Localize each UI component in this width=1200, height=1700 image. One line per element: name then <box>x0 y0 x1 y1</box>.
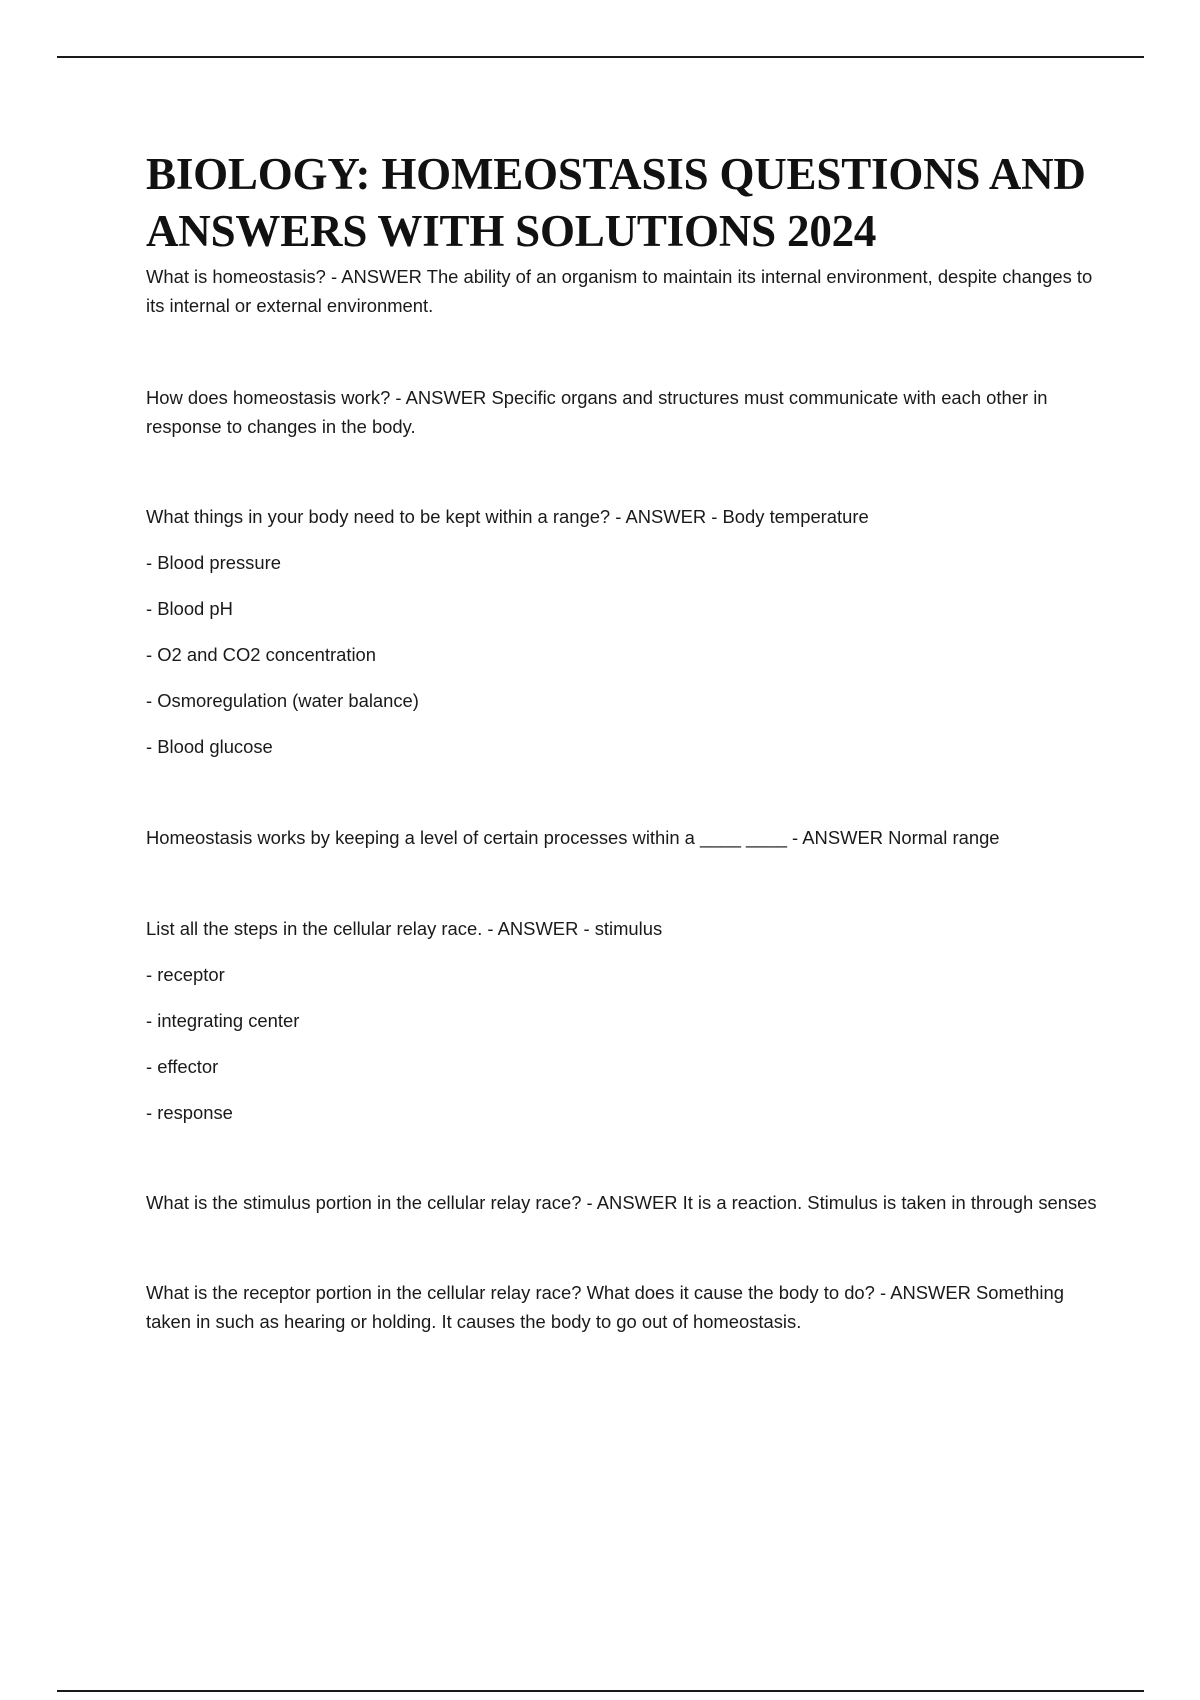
qa-text: Homeostasis works by keeping a level of certain processes within a ____ ____ - ANSWER Normal range <box>146 827 1000 848</box>
qa-item <box>146 823 1106 852</box>
qa-text: What is the stimulus portion in the cellular relay race? - ANSWER It is a reaction. Stimulus is taken in through senses <box>146 1192 1097 1213</box>
footer-rule <box>57 1690 1144 1692</box>
qa-item <box>146 1278 1106 1336</box>
qa-list-item: - O2 and CO2 concentration <box>146 644 377 665</box>
document-title: BIOLOGY: HOMEOSTASIS QUESTIONS AND ANSWERS WITH SOLUTIONS 2024 <box>146 149 1086 256</box>
qa-text: What is the receptor portion in the cellular relay race? What does it cause the body to do? - ANSWER Something taken in such as hearing or holding. It causes the body to go out of homeostasis. <box>146 1282 1064 1332</box>
qa-list-item: - Blood pressure <box>146 552 281 573</box>
qa-item <box>146 1188 1106 1217</box>
qa-list-item: - Osmoregulation (water balance) <box>146 690 419 711</box>
qa-list-item: - Blood glucose <box>146 736 273 757</box>
qa-list-item: - effector <box>146 1056 219 1077</box>
qa-text: What is homeostasis? - ANSWER The ability of an organism to maintain its internal environment, despite changes to its internal or external environment. <box>146 266 1093 316</box>
qa-item <box>146 262 1106 320</box>
qa-text: List all the steps in the cellular relay race. - ANSWER - stimulus <box>146 918 663 939</box>
qa-item <box>146 383 1106 441</box>
qa-list-item: - integrating center <box>146 1010 300 1031</box>
header-rule <box>57 56 1144 58</box>
qa-text: How does homeostasis work? - ANSWER Specific organs and structures must communicate with each other in response to changes in the body. <box>146 387 1048 437</box>
qa-text: What things in your body need to be kept within a range? - ANSWER - Body temperature <box>146 506 869 527</box>
qa-item <box>146 502 1106 761</box>
qa-list-item: - Blood pH <box>146 598 233 619</box>
qa-list-item: - receptor <box>146 964 225 985</box>
qa-item <box>146 914 1106 1127</box>
document-body <box>146 146 1106 1336</box>
qa-list-item: - response <box>146 1102 233 1123</box>
